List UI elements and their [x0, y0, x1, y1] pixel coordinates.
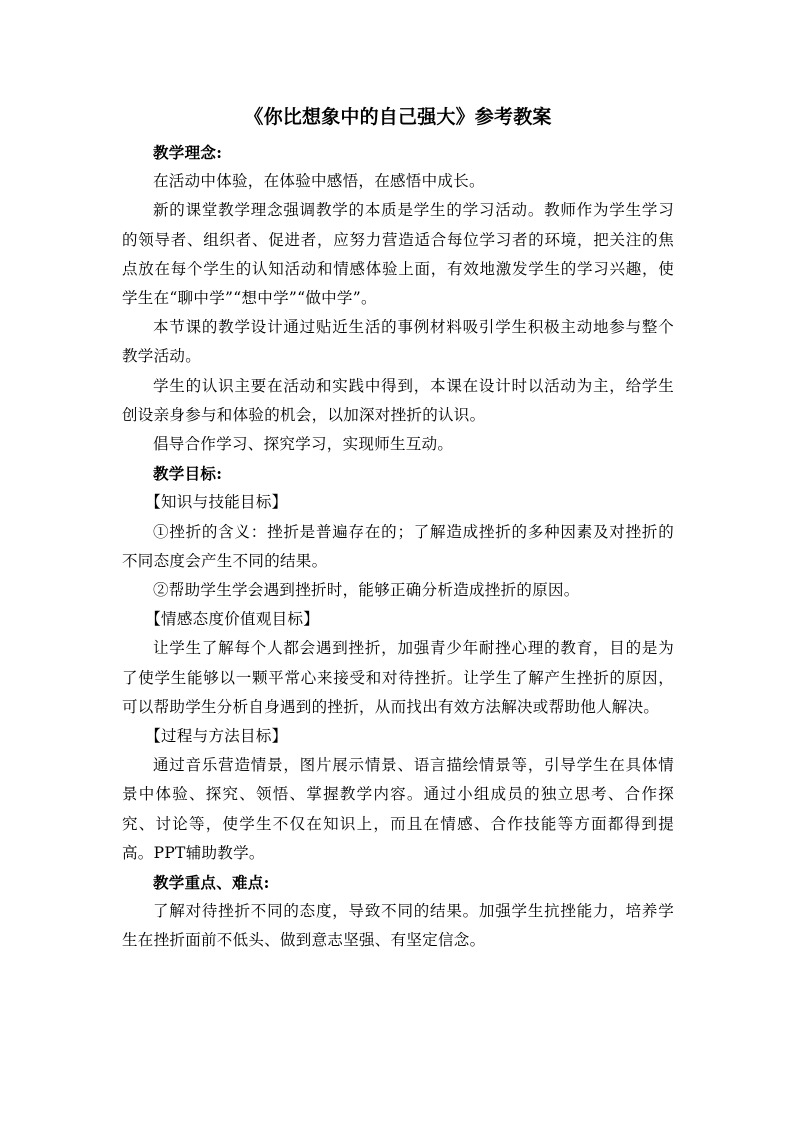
emotion-values-label: 【情感态度价值观目标】 — [145, 610, 320, 629]
document-title: 《你比想象中的自己强大》参考教案 — [244, 106, 552, 128]
emotion-values-paragraph: 让学生了解每个人都会遇到挫折，加强青少年耐挫心理的教育，目的是为了使学生能够以一颗平常心来接受和对待挫折。让学生了解产生挫折的原因，可以帮助学生分析自身遇到的挫折，从而找出有效方法解决或帮助他人解决。 — [122, 639, 674, 716]
key-points-paragraph: 了解对待挫折不同的态度，导致不同的结果。加强学生抗挫能力，培养学生在挫折面前不低头、做到意志坚强、有坚定信念。 — [122, 902, 674, 950]
section-heading-key-points: 教学重点、难点: — [153, 873, 270, 893]
process-methods-paragraph: 通过音乐营造情景，图片展示情景、语言描绘情景等，引导学生在具体情景中体验、探究、领悟、掌握教学内容。通过小组成员的独立思考、合作探究、讨论等，使学生不仅在知识上，而且在情感、合作技能等方面都得到提高。PPT辅助教学。 — [122, 756, 674, 862]
section-heading-philosophy: 教学理念: — [153, 143, 223, 162]
section-heading-objectives: 教学目标: — [153, 464, 223, 484]
knowledge-item-1: ①挫折的含义：挫折是普遍存在的；了解造成挫折的多种因素及对挫折的不同态度会产生不同的结果。 — [122, 522, 674, 570]
philosophy-paragraph-4: 学生的认识主要在活动和实践中得到，本课在设计时以活动为主，给学生创设亲身参与和体验的机会，以加深对挫折的认识。 — [122, 376, 674, 424]
philosophy-paragraph-5: 倡导合作学习、探究学习，实现师生互动。 — [153, 435, 454, 454]
knowledge-item-2: ②帮助学生学会遇到挫折时，能够正确分析造成挫折的原因。 — [153, 581, 580, 600]
philosophy-paragraph-1: 在活动中体验，在体验中感悟，在感悟中成长。 — [153, 172, 485, 191]
process-methods-label: 【过程与方法目标】 — [145, 727, 288, 746]
philosophy-paragraph-3: 本节课的教学设计通过贴近生活的事例材料吸引学生积极主动地参与整个教学活动。 — [122, 318, 674, 366]
philosophy-paragraph-2: 新的课堂教学理念强调教学的本质是学生的学习活动。教师作为学生学习的领导者、组织者、促进者，应努力营造适合每位学习者的环境，把关注的焦点放在每个学生的认知活动和情感体验上面，有效地激发学生的学习兴趣，使学生在“聊中学”“想中学”“做中学”。 — [122, 201, 674, 308]
knowledge-skills-label: 【知识与技能目标】 — [145, 493, 288, 512]
document-page — [122, 102, 674, 956]
